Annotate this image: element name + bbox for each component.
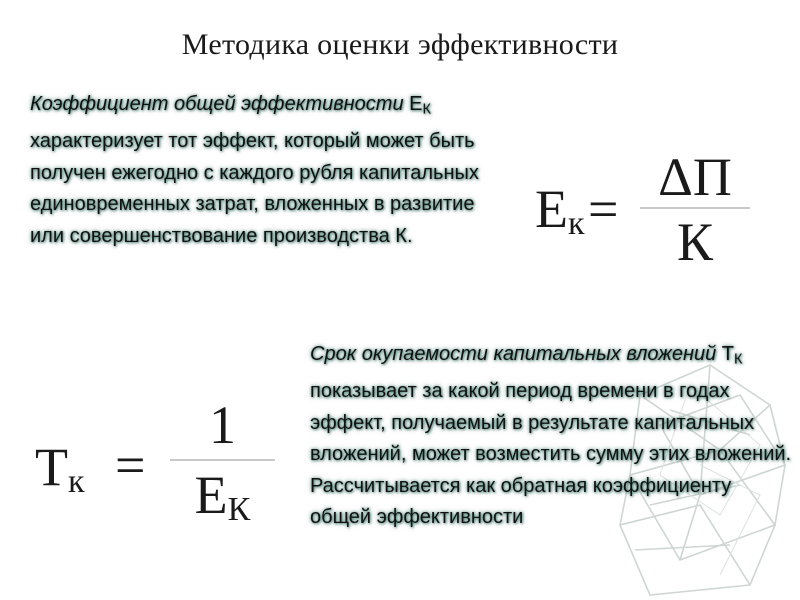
- formula-efficiency-fraction-line: [640, 207, 750, 209]
- payback-symbol: Т: [721, 343, 734, 365]
- formula-efficiency-lhs: [535, 179, 585, 251]
- formula-payback-denominator: [170, 465, 275, 537]
- slide-title: Методика оценки эффективности: [181, 28, 619, 61]
- formula-payback-lhs-symbol: Т: [35, 437, 68, 497]
- formula-payback-lhs: [35, 437, 85, 509]
- efficiency-definition: характеризует тот эффект, который может быть получен ежегодно с каждого рубля капитальных единовременных затрат, вложенных в развитие или совершенствование производства К.: [30, 130, 479, 247]
- payback-period-paragraph: [310, 339, 795, 534]
- formula-efficiency-denominator: К: [676, 212, 714, 272]
- formula-payback-numerator: 1: [209, 395, 236, 455]
- efficiency-coefficient-term: Коэффициент общей эффективности: [30, 93, 404, 115]
- efficiency-symbol: Е: [409, 93, 423, 115]
- payback-definition: показывает за какой период времени в годах эффект, получаемый в результате капитальных вложений, может возместить сумму этих вложений. Рассчитывается как обратная коэффициенту общей эффективности: [310, 380, 792, 529]
- efficiency-symbol-sub: К: [422, 101, 431, 118]
- formula-payback-denominator-symbol: Е: [194, 465, 228, 525]
- formula-efficiency-lhs-sub: к: [568, 204, 585, 242]
- formula-payback-equals: =: [115, 435, 146, 495]
- payback-symbol-sub: К: [734, 351, 743, 368]
- formula-efficiency-equals: =: [588, 179, 619, 239]
- formula-payback-fraction-line: [170, 459, 275, 461]
- efficiency-coefficient-paragraph: [30, 89, 500, 252]
- formula-efficiency-numerator: ΔП: [658, 147, 732, 207]
- formula-efficiency-lhs-symbol: Е: [535, 179, 568, 239]
- payback-period-term: Срок окупаемости капитальных вложений: [310, 343, 717, 365]
- formula-payback-denominator-sub: К: [227, 490, 251, 528]
- formula-payback-lhs-sub: к: [68, 462, 85, 500]
